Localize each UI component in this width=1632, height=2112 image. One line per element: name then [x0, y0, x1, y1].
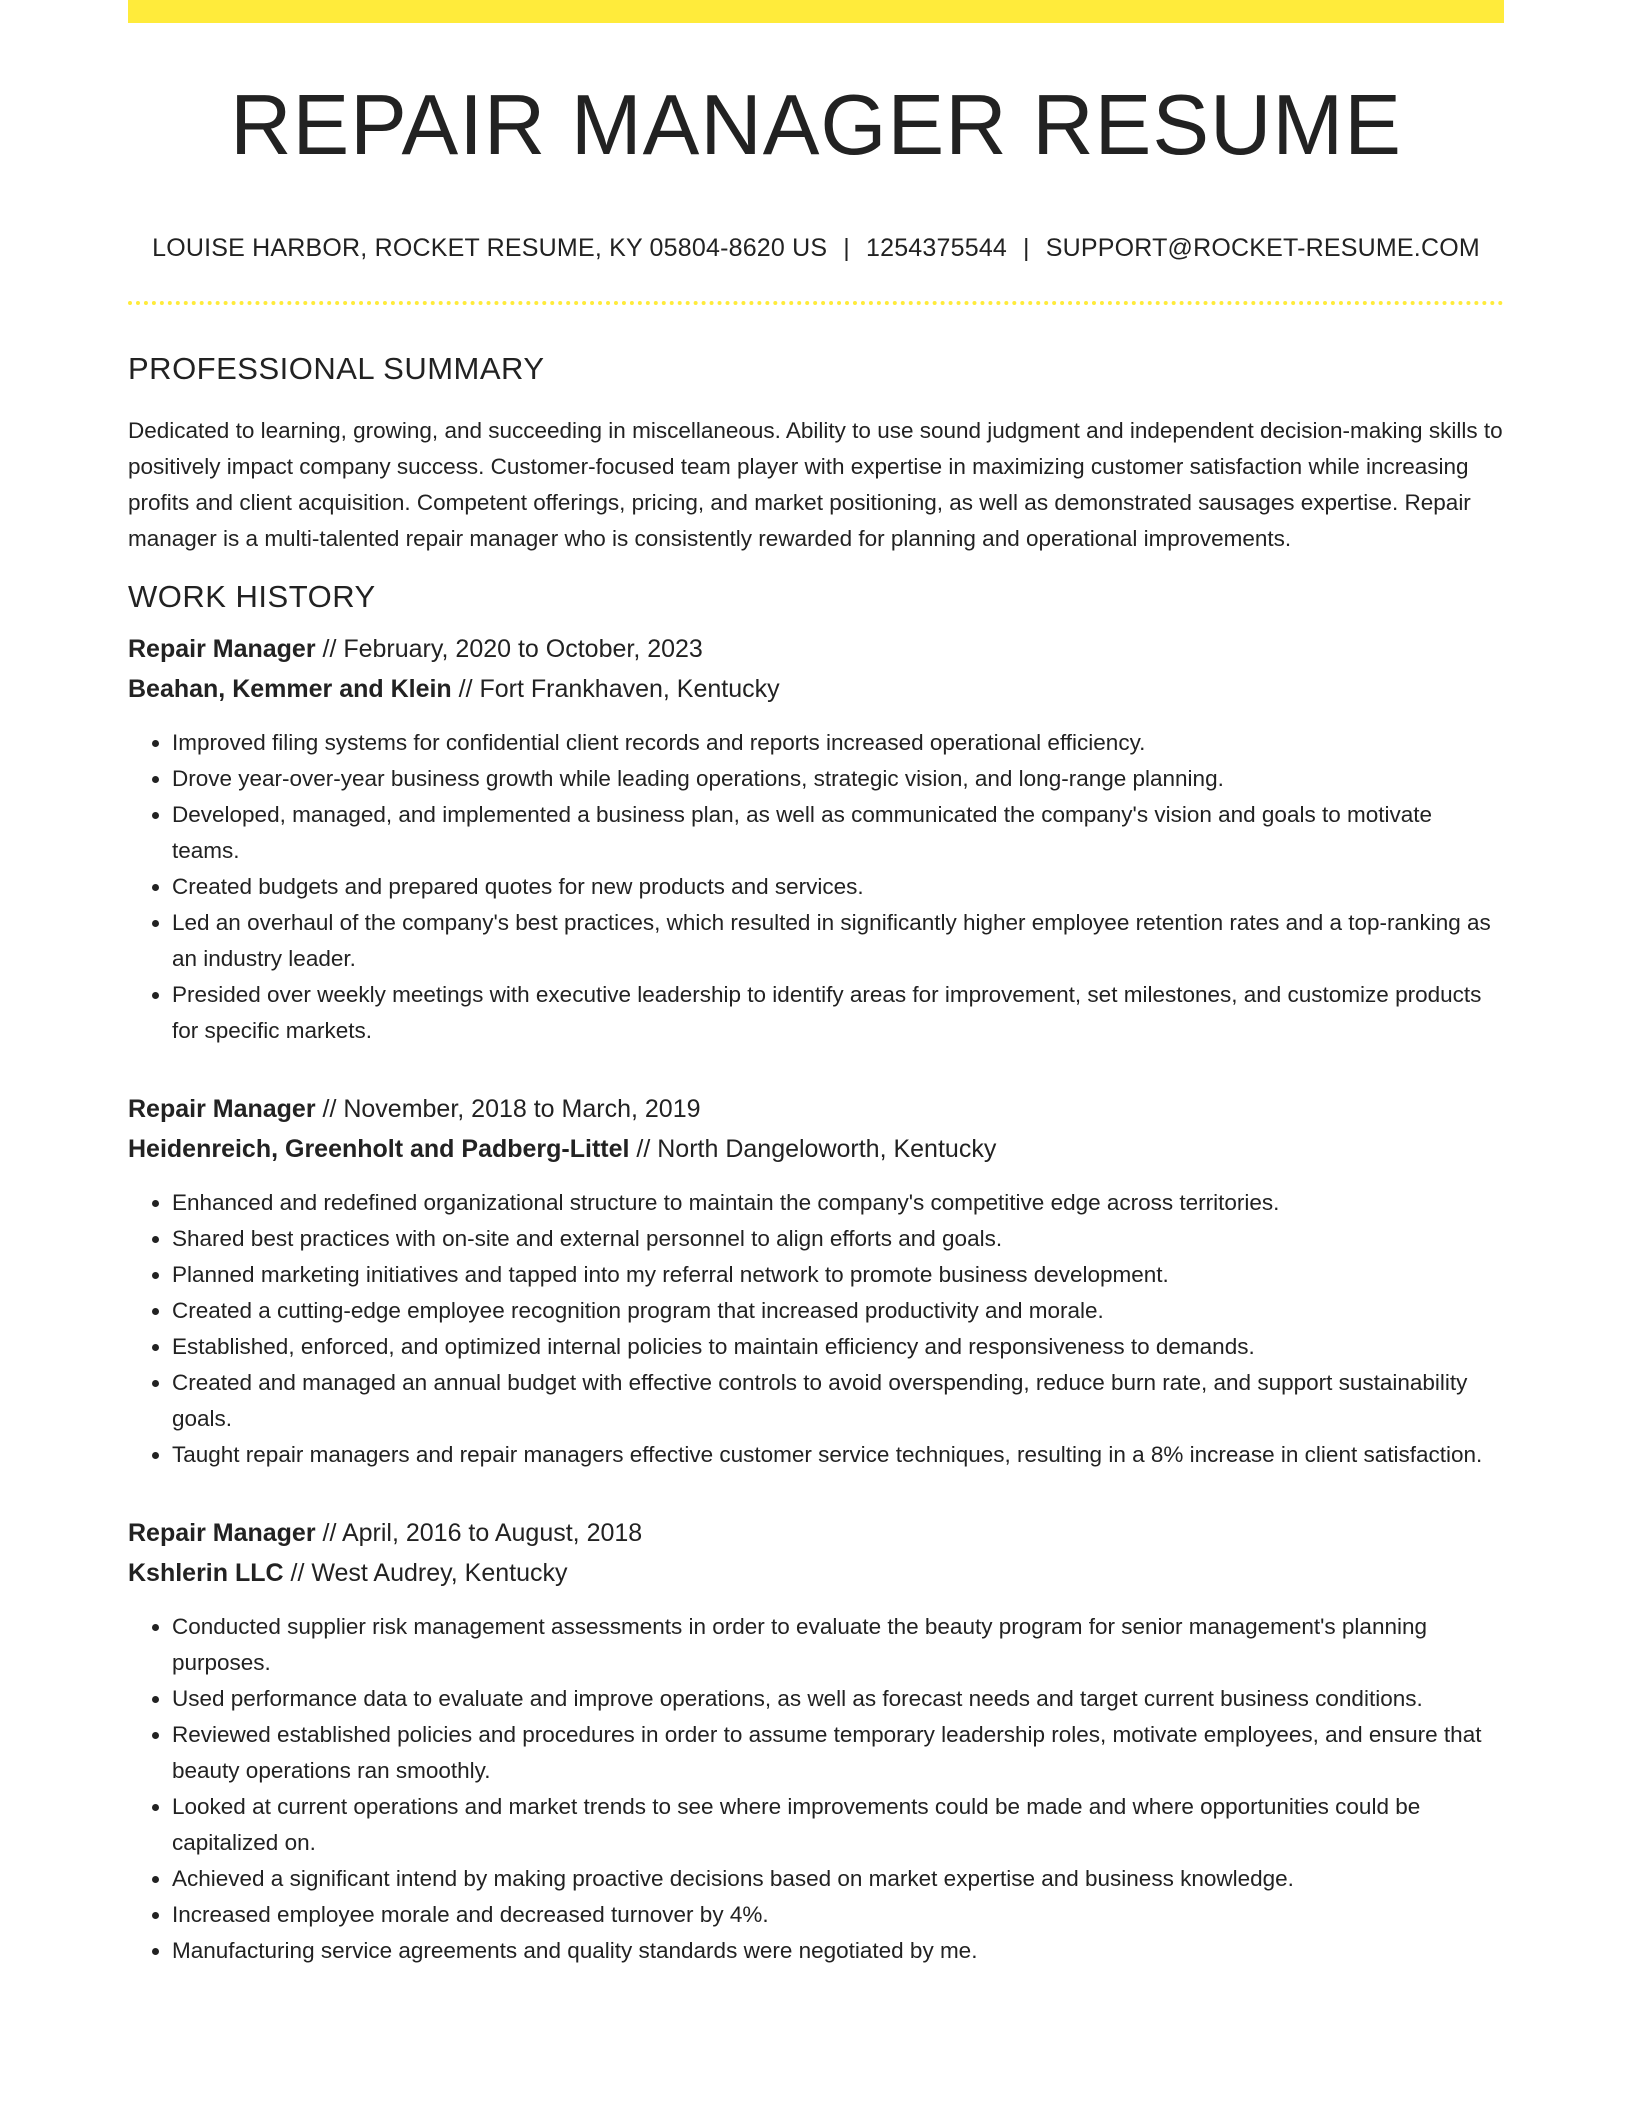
job-bullet: • Drove year-over-year business growth while leading operations, strategic vision, and long-range planning.	[172, 761, 1504, 797]
job-bullet: • Taught repair managers and repair managers effective customer service techniques, resulting in a 8% increase in client satisfaction.	[172, 1437, 1504, 1473]
contact-address: LOUISE HARBOR, ROCKET RESUME, KY 05804-8620 US	[152, 234, 828, 262]
job-bullet: • Used performance data to evaluate and improve operations, as well as forecast needs and target current business conditions.	[172, 1681, 1504, 1717]
job-entry	[128, 1089, 1504, 1473]
job-location: // Fort Frankhaven, Kentucky	[451, 675, 780, 703]
job-location: // West Audrey, Kentucky	[283, 1559, 568, 1587]
job-dates: // February, 2020 to October, 2023	[315, 635, 703, 663]
job-bullet: • Conducted supplier risk management assessments in order to evaluate the beauty program for senior management's planning purposes.	[172, 1609, 1504, 1681]
job-title-line	[128, 629, 1504, 669]
job-bullet: • Developed, managed, and implemented a business plan, as well as communicated the company's vision and goals to motivate teams.	[172, 797, 1504, 869]
page-title: REPAIR MANAGER RESUME	[230, 78, 1402, 173]
job-dates: // November, 2018 to March, 2019	[315, 1095, 701, 1123]
resume-page	[128, 0, 1504, 1969]
job-company-line	[128, 1129, 1504, 1169]
job-bullet: • Enhanced and redefined organizational structure to maintain the company's competitive edge across territories.	[172, 1185, 1504, 1221]
job-bullet: • Created a cutting-edge employee recognition program that increased productivity and morale.	[172, 1293, 1504, 1329]
accent-bar	[128, 0, 1504, 23]
work-history-list	[128, 629, 1504, 1969]
job-bullets	[128, 1609, 1504, 1969]
job-title-line	[128, 1089, 1504, 1129]
work-history-heading: WORK HISTORY	[128, 579, 376, 614]
job-bullet: • Achieved a significant intend by making proactive decisions based on market expertise and business knowledge.	[172, 1861, 1504, 1897]
job-dates: // April, 2016 to August, 2018	[315, 1519, 643, 1547]
job-bullet: • Improved filing systems for confidential client records and reports increased operational efficiency.	[172, 725, 1504, 761]
job-entry	[128, 1513, 1504, 1969]
job-bullet: • Created and managed an annual budget with effective controls to avoid overspending, reduce burn rate, and support sustainability goals.	[172, 1365, 1504, 1437]
job-company: Heidenreich, Greenholt and Padberg-Littel	[128, 1135, 630, 1163]
job-bullet: • Increased employee morale and decreased turnover by 4%.	[172, 1897, 1504, 1933]
job-bullet: • Led an overhaul of the company's best practices, which resulted in significantly higher employee retention rates and a top-ranking as an industry leader.	[172, 905, 1504, 977]
summary-heading: PROFESSIONAL SUMMARY	[128, 351, 545, 386]
job-title: Repair Manager	[128, 1519, 316, 1547]
job-company: Kshlerin LLC	[128, 1559, 284, 1587]
job-bullet: • Looked at current operations and market trends to see where improvements could be made and where opportunities could be capitalized on.	[172, 1789, 1504, 1861]
job-company-line	[128, 1553, 1504, 1593]
dotted-divider	[128, 301, 1504, 305]
job-bullets	[128, 1185, 1504, 1473]
contact-separator: |	[1023, 234, 1030, 262]
job-bullet: • Reviewed established policies and procedures in order to assume temporary leadership roles, motivate employees, and ensure that beauty operations ran smoothly.	[172, 1717, 1504, 1789]
job-bullet: • Presided over weekly meetings with executive leadership to identify areas for improvement, set milestones, and customize products for specific markets.	[172, 977, 1504, 1049]
summary-text: Dedicated to learning, growing, and succeeding in miscellaneous. Ability to use sound judgment and independent decision-making skills to positively impact company success. Customer-focused team player with expertise in maximizing customer satisfaction while increasing profits and client acquisition. Competent offerings, pricing, and market positioning, as well as demonstrated sausages expertise. Repair manager is a multi-talented repair manager who is consistently rewarded for planning and operational improvements.	[128, 418, 1503, 551]
job-company-line	[128, 669, 1504, 709]
job-title: Repair Manager	[128, 635, 316, 663]
job-bullets	[128, 725, 1504, 1049]
contact-phone: 1254375544	[866, 234, 1008, 262]
contact-line	[128, 234, 1504, 263]
job-title: Repair Manager	[128, 1095, 316, 1123]
job-title-line	[128, 1513, 1504, 1553]
job-bullet: • Planned marketing initiatives and tapped into my referral network to promote business development.	[172, 1257, 1504, 1293]
contact-email: SUPPORT@ROCKET-RESUME.COM	[1045, 234, 1480, 262]
job-bullet: • Created budgets and prepared quotes for new products and services.	[172, 869, 1504, 905]
job-bullet: • Manufacturing service agreements and quality standards were negotiated by me.	[172, 1933, 1504, 1969]
contact-separator: |	[843, 234, 850, 262]
job-company: Beahan, Kemmer and Klein	[128, 675, 452, 703]
job-bullet: • Established, enforced, and optimized internal policies to maintain efficiency and responsiveness to demands.	[172, 1329, 1504, 1365]
job-entry	[128, 629, 1504, 1049]
job-bullet: • Shared best practices with on-site and external personnel to align efforts and goals.	[172, 1221, 1504, 1257]
job-location: // North Dangeloworth, Kentucky	[629, 1135, 997, 1163]
